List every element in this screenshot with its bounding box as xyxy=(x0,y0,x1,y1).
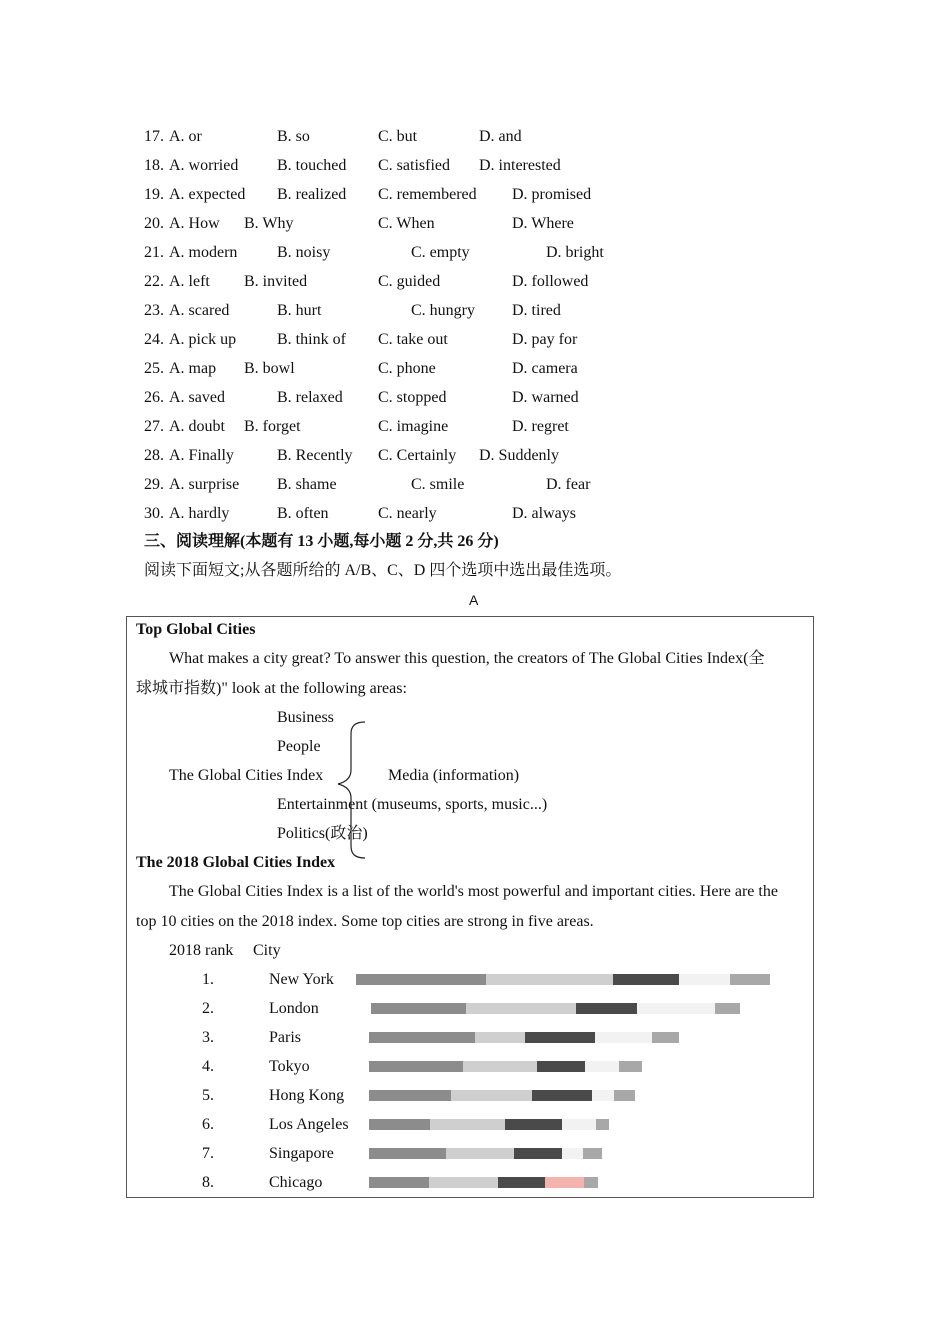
column-header-rank: 2018 rank xyxy=(169,942,234,959)
question-option: B. think of xyxy=(277,331,346,348)
question-option: A. surprise xyxy=(169,476,240,493)
index-label: The Global Cities Index xyxy=(169,767,324,784)
bar-segment xyxy=(369,1148,446,1159)
question-option: D. Where xyxy=(512,215,574,232)
bar-segment xyxy=(545,1177,584,1188)
question-option: A. Finally xyxy=(169,447,234,464)
rank-number: 6. xyxy=(202,1116,214,1133)
question-option: A. pick up xyxy=(169,331,237,348)
question-number: 24. xyxy=(144,331,164,348)
question-option: B. Why xyxy=(244,215,294,232)
question-option: C. but xyxy=(378,128,418,145)
section-heading: 三、阅读理解(本题有 13 小题,每小题 2 分,共 26 分) xyxy=(144,533,499,550)
question-option: C. remembered xyxy=(378,186,477,203)
bar-segment xyxy=(537,1061,585,1072)
question-number: 30. xyxy=(144,505,164,522)
question-option: D. promised xyxy=(512,186,592,203)
question-option: D. and xyxy=(479,128,522,145)
passage-subtitle: The 2018 Global Cities Index xyxy=(136,854,336,871)
city-name: Tokyo xyxy=(269,1058,310,1075)
bar-segment xyxy=(369,1119,430,1130)
city-name: New York xyxy=(269,971,334,988)
bar-segment xyxy=(466,1003,576,1014)
rank-number: 4. xyxy=(202,1058,214,1075)
question-option: D. tired xyxy=(512,302,561,319)
question-option: B. forget xyxy=(244,418,301,435)
bar-segment xyxy=(584,1177,598,1188)
question-number: 27. xyxy=(144,418,164,435)
bar-segment xyxy=(505,1119,562,1130)
bar-segment xyxy=(613,974,679,985)
question-option: B. Recently xyxy=(277,447,353,464)
question-option: B. invited xyxy=(244,273,308,290)
bar-segment xyxy=(583,1148,602,1159)
bar-segment xyxy=(715,1003,740,1014)
city-score-bar xyxy=(369,1032,679,1043)
question-option: D. pay for xyxy=(512,331,578,348)
section-instruction: 阅读下面短文;从各题所给的 A/B、C、D 四个选项中选出最佳选项。 xyxy=(144,562,622,579)
city-score-bar xyxy=(369,1177,598,1188)
bar-segment xyxy=(369,1177,429,1188)
question-option: A. doubt xyxy=(169,418,225,435)
question-option: D. regret xyxy=(512,418,569,435)
question-option: B. touched xyxy=(277,157,347,174)
bar-segment xyxy=(585,1061,619,1072)
city-score-bar xyxy=(369,1119,609,1130)
question-option: A. worried xyxy=(169,157,239,174)
bar-segment xyxy=(369,1032,475,1043)
question-option: A. hardly xyxy=(169,505,230,522)
question-option: C. hungry xyxy=(411,302,475,319)
question-option: B. realized xyxy=(277,186,347,203)
question-option: A. expected xyxy=(169,186,246,203)
question-option: B. bowl xyxy=(244,360,295,377)
bar-segment xyxy=(430,1119,505,1130)
body-line-1: The Global Cities Index is a list of the world's most powerful and important cities. Here are the xyxy=(169,883,778,900)
area-politics: Politics(政治) xyxy=(277,825,368,842)
question-option: D. followed xyxy=(512,273,589,290)
column-header-city: City xyxy=(253,942,281,959)
question-option: D. interested xyxy=(479,157,561,174)
bar-segment xyxy=(356,974,486,985)
intro-line-2: 球城市指数)" look at the following areas: xyxy=(136,680,407,697)
bar-segment xyxy=(371,1003,466,1014)
question-option: A. How xyxy=(169,215,220,232)
area-media: Media (information) xyxy=(388,767,520,784)
rank-number: 3. xyxy=(202,1029,214,1046)
body-line-2: top 10 cities on the 2018 index. Some top cities are strong in five areas. xyxy=(136,913,594,930)
question-option: C. When xyxy=(378,215,435,232)
question-option: B. shame xyxy=(277,476,337,493)
bar-segment xyxy=(562,1119,596,1130)
city-score-bar xyxy=(369,1061,642,1072)
question-number: 22. xyxy=(144,273,164,290)
bar-segment xyxy=(592,1090,614,1101)
city-score-bar xyxy=(356,974,770,985)
city-name: London xyxy=(269,1000,319,1017)
bar-segment xyxy=(369,1090,451,1101)
city-score-bar xyxy=(369,1090,635,1101)
bar-segment xyxy=(595,1032,652,1043)
question-number: 26. xyxy=(144,389,164,406)
question-number: 23. xyxy=(144,302,164,319)
question-option: C. stopped xyxy=(378,389,447,406)
bar-segment xyxy=(576,1003,637,1014)
area-business: Business xyxy=(277,709,334,726)
city-name: Paris xyxy=(269,1029,301,1046)
city-name: Hong Kong xyxy=(269,1087,345,1104)
question-number: 28. xyxy=(144,447,164,464)
question-number: 21. xyxy=(144,244,164,261)
bar-segment xyxy=(369,1061,463,1072)
question-option: A. map xyxy=(169,360,217,377)
question-option: C. satisfied xyxy=(378,157,450,174)
bar-segment xyxy=(429,1177,498,1188)
question-number: 17. xyxy=(144,128,164,145)
question-option: A. saved xyxy=(169,389,225,406)
rank-number: 7. xyxy=(202,1145,214,1162)
bar-segment xyxy=(652,1032,679,1043)
rank-number: 8. xyxy=(202,1174,214,1191)
bar-segment xyxy=(614,1090,635,1101)
city-name: Los Angeles xyxy=(269,1116,349,1133)
question-number: 18. xyxy=(144,157,164,174)
bar-segment xyxy=(525,1032,595,1043)
question-number: 25. xyxy=(144,360,164,377)
city-name: Singapore xyxy=(269,1145,334,1162)
city-score-bar xyxy=(369,1148,602,1159)
bar-segment xyxy=(475,1032,525,1043)
bar-segment xyxy=(596,1119,609,1130)
question-option: C. phone xyxy=(378,360,436,377)
bar-segment xyxy=(730,974,770,985)
area-people: People xyxy=(277,738,321,755)
question-number: 19. xyxy=(144,186,164,203)
question-option: A. scared xyxy=(169,302,230,319)
question-option: B. noisy xyxy=(277,244,331,261)
bar-segment xyxy=(562,1148,583,1159)
city-name: Chicago xyxy=(269,1174,323,1191)
question-option: C. smile xyxy=(411,476,465,493)
bar-segment xyxy=(679,974,730,985)
bar-segment xyxy=(619,1061,642,1072)
question-option: C. imagine xyxy=(378,418,449,435)
bar-segment xyxy=(451,1090,532,1101)
question-option: D. Suddenly xyxy=(479,447,559,464)
bar-segment xyxy=(446,1148,514,1159)
bar-segment xyxy=(463,1061,537,1072)
intro-line-1: What makes a city great? To answer this question, the creators of The Global Cities Index(全 xyxy=(169,650,765,667)
question-option: C. Certainly xyxy=(378,447,457,464)
question-option: B. often xyxy=(277,505,329,522)
question-option: C. guided xyxy=(378,273,441,290)
passage-title: Top Global Cities xyxy=(136,621,256,638)
question-option: C. empty xyxy=(411,244,470,261)
rank-number: 1. xyxy=(202,971,214,988)
passage-label: A xyxy=(469,592,479,608)
question-option: A. modern xyxy=(169,244,238,261)
bar-segment xyxy=(486,974,613,985)
question-option: B. hurt xyxy=(277,302,322,319)
question-option: A. left xyxy=(169,273,210,290)
area-entertainment: Entertainment (museums, sports, music...) xyxy=(277,796,548,813)
question-option: D. camera xyxy=(512,360,578,377)
city-score-bar xyxy=(371,1003,740,1014)
question-option: D. always xyxy=(512,505,576,522)
question-option: D. warned xyxy=(512,389,579,406)
rank-number: 5. xyxy=(202,1087,214,1104)
bar-segment xyxy=(637,1003,715,1014)
bar-segment xyxy=(514,1148,562,1159)
bar-segment xyxy=(532,1090,592,1101)
question-option: A. or xyxy=(169,128,202,145)
question-option: B. so xyxy=(277,128,310,145)
question-number: 20. xyxy=(144,215,164,232)
bar-segment xyxy=(498,1177,545,1188)
rank-number: 2. xyxy=(202,1000,214,1017)
question-number: 29. xyxy=(144,476,164,493)
question-option: B. relaxed xyxy=(277,389,343,406)
question-option: C. take out xyxy=(378,331,448,348)
question-option: D. fear xyxy=(546,476,591,493)
question-option: D. bright xyxy=(546,244,604,261)
question-option: C. nearly xyxy=(378,505,437,522)
